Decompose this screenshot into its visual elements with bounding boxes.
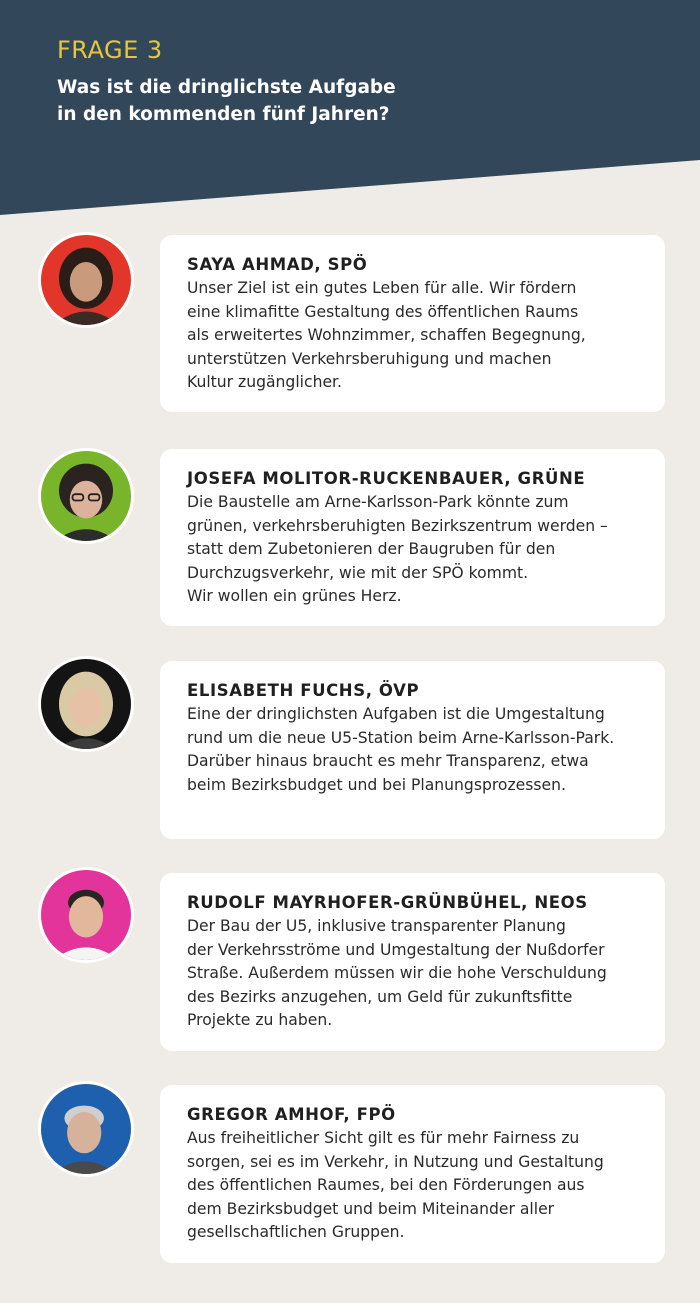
portrait-icon xyxy=(41,451,131,541)
avatar-portrait xyxy=(38,867,134,963)
answer-text: Unser Ziel ist ein gutes Leben für alle. Wir fördern eine klimafitte Gestaltung des öffentlichen Raums als erweitertes Wohnzimmer, schaffen Begegnung, unterstützen Verkehrsberuhigung und machen Kultur zugänglicher. xyxy=(187,279,586,391)
answer-card xyxy=(160,661,665,839)
candidate-name: ELISABETH FUCHS, ÖVP xyxy=(187,681,420,700)
candidate-name: JOSEFA MOLITOR-RUCKENBAUER, GRÜNE xyxy=(187,469,586,488)
answer-text: Aus freiheitlicher Sicht gilt es für mehr Fairness zu sorgen, sei es im Verkehr, in Nutzung und Gestaltung des öffentlichen Raumes, bei den Förderungen aus dem Bezirksbudget und beim Miteinander aller gesellschaftlichen Gruppen. xyxy=(187,1129,604,1241)
answer-card xyxy=(160,873,665,1051)
candidate-name: RUDOLF MAYRHOFER-GRÜNBÜHEL, NEOS xyxy=(187,893,588,912)
question-number: FRAGE 3 xyxy=(57,36,163,64)
portrait-icon xyxy=(41,659,131,749)
portrait-icon xyxy=(41,870,131,960)
answer-card xyxy=(160,235,665,412)
avatar-portrait xyxy=(38,1081,134,1177)
question-title: Was ist die dringlichste Aufgabe in den kommenden fünf Jahren? xyxy=(57,77,396,125)
avatar-portrait xyxy=(38,232,134,328)
avatar-portrait xyxy=(38,448,134,544)
candidate-name: SAYA AHMAD, SPÖ xyxy=(187,255,368,274)
answer-card xyxy=(160,1085,665,1263)
answer-text: Eine der dringlichsten Aufgaben ist die Umgestaltung rund um die neue U5-Station beim Arne-Karlsson-Park. Darüber hinaus braucht es mehr Transparenz, etwa beim Bezirksbudget und bei Planungsprozessen. xyxy=(187,705,615,794)
avatar-portrait xyxy=(38,656,134,752)
answer-text: Die Baustelle am Arne-Karlsson-Park könnte zum grünen, verkehrsberuhigten Bezirkszentrum werden – statt dem Zubetonieren der Baugruben für den Durchzugsverkehr, wie mit der SPÖ kommt. Wir wollen ein grünes Herz. xyxy=(187,493,608,605)
answer-text: Der Bau der U5, inklusive transparenter Planung der Verkehrsströme und Umgestaltung der Nußdorfer Straße. Außerdem müssen wir die hohe Verschuldung des Bezirks anzugehen, um Geld für zukunftsfitte Projekte zu haben. xyxy=(187,917,607,1029)
portrait-icon xyxy=(41,235,131,325)
candidate-name: GREGOR AMHOF, FPÖ xyxy=(187,1105,396,1124)
portrait-icon xyxy=(41,1084,131,1174)
answer-card xyxy=(160,449,665,626)
